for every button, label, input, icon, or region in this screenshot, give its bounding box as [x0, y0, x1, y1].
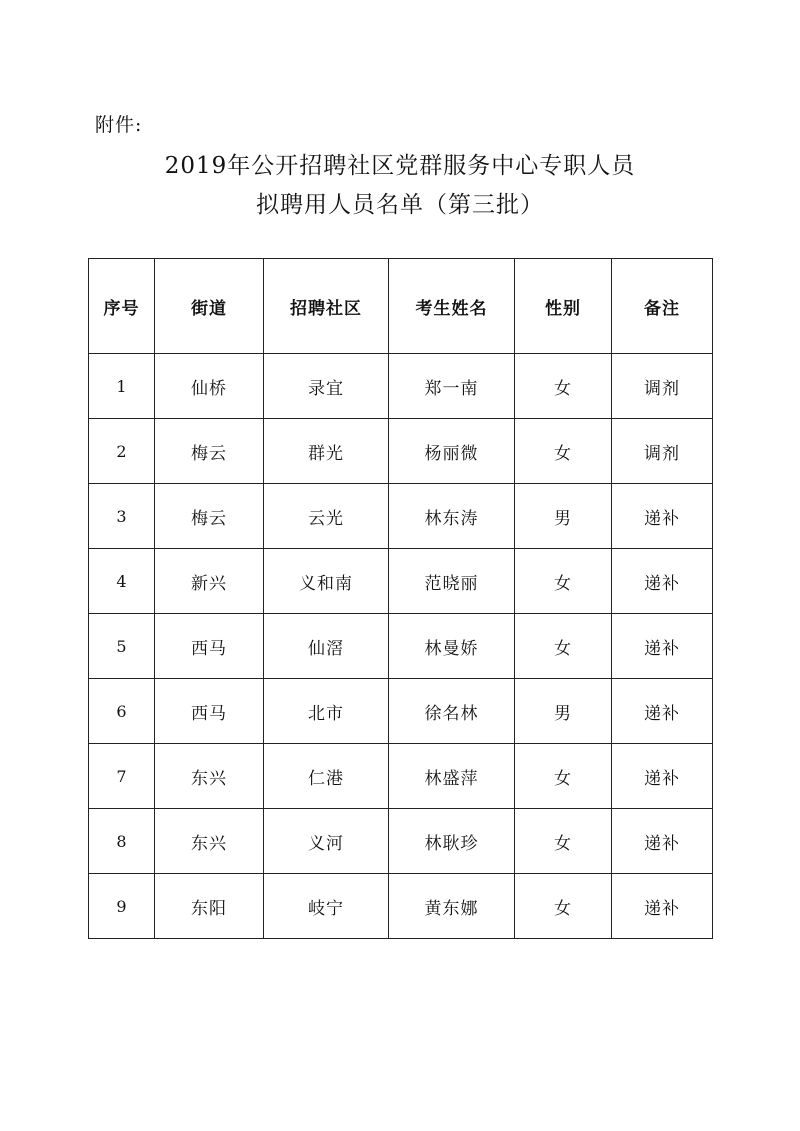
cell-gender: 女 [515, 419, 612, 484]
header-remarks: 备注 [612, 259, 713, 354]
cell-remarks: 递补 [612, 484, 713, 549]
cell-street: 梅云 [155, 484, 264, 549]
cell-candidate-name: 徐名林 [389, 679, 515, 744]
cell-serial-number: 4 [89, 549, 155, 614]
table-row [89, 744, 713, 809]
cell-candidate-name: 范晓丽 [389, 549, 515, 614]
cell-candidate-name: 杨丽微 [389, 419, 515, 484]
header-serial-number: 序号 [89, 259, 155, 354]
cell-serial-number: 2 [89, 419, 155, 484]
cell-serial-number: 7 [89, 744, 155, 809]
cell-candidate-name: 林曼娇 [389, 614, 515, 679]
cell-candidate-name: 林耿珍 [389, 809, 515, 874]
cell-gender: 男 [515, 484, 612, 549]
cell-community: 义和南 [264, 549, 389, 614]
cell-remarks: 递补 [612, 744, 713, 809]
cell-community: 仁港 [264, 744, 389, 809]
table-row [89, 614, 713, 679]
cell-street: 仙桥 [155, 354, 264, 419]
cell-serial-number: 1 [89, 354, 155, 419]
cell-street: 西马 [155, 679, 264, 744]
header-community: 招聘社区 [264, 259, 389, 354]
cell-remarks: 递补 [612, 614, 713, 679]
cell-gender: 女 [515, 809, 612, 874]
cell-remarks: 递补 [612, 549, 713, 614]
cell-community: 北市 [264, 679, 389, 744]
document-title-line-2: 拟聘用人员名单（第三批） [256, 192, 544, 218]
table-row [89, 679, 713, 744]
table-header-row [89, 259, 713, 354]
cell-serial-number: 8 [89, 809, 155, 874]
table-row [89, 419, 713, 484]
cell-gender: 男 [515, 679, 612, 744]
table-row [89, 809, 713, 874]
cell-serial-number: 9 [89, 874, 155, 939]
header-street: 街道 [155, 259, 264, 354]
cell-candidate-name: 林盛萍 [389, 744, 515, 809]
cell-street: 东阳 [155, 874, 264, 939]
cell-street: 梅云 [155, 419, 264, 484]
cell-serial-number: 6 [89, 679, 155, 744]
cell-candidate-name: 林东涛 [389, 484, 515, 549]
cell-gender: 女 [515, 874, 612, 939]
cell-community: 群光 [264, 419, 389, 484]
cell-remarks: 递补 [612, 679, 713, 744]
cell-serial-number: 3 [89, 484, 155, 549]
table-row [89, 874, 713, 939]
cell-community: 岐宁 [264, 874, 389, 939]
table-row [89, 549, 713, 614]
cell-street: 东兴 [155, 744, 264, 809]
cell-gender: 女 [515, 614, 612, 679]
cell-street: 西马 [155, 614, 264, 679]
cell-remarks: 递补 [612, 809, 713, 874]
attachment-label: 附件: [95, 114, 143, 136]
cell-street: 东兴 [155, 809, 264, 874]
table-row [89, 354, 713, 419]
cell-gender: 女 [515, 354, 612, 419]
table-row [89, 484, 713, 549]
cell-community: 录宜 [264, 354, 389, 419]
cell-remarks: 调剂 [612, 354, 713, 419]
cell-remarks: 调剂 [612, 419, 713, 484]
cell-street: 新兴 [155, 549, 264, 614]
header-candidate-name: 考生姓名 [389, 259, 515, 354]
cell-gender: 女 [515, 549, 612, 614]
cell-remarks: 递补 [612, 874, 713, 939]
cell-gender: 女 [515, 744, 612, 809]
cell-candidate-name: 郑一南 [389, 354, 515, 419]
document-title-line-1: 2019年公开招聘社区党群服务中心专职人员 [164, 153, 636, 179]
cell-candidate-name: 黄东娜 [389, 874, 515, 939]
cell-community: 仙滘 [264, 614, 389, 679]
header-gender: 性别 [515, 259, 612, 354]
candidate-table [88, 258, 713, 939]
cell-community: 义河 [264, 809, 389, 874]
cell-community: 云光 [264, 484, 389, 549]
cell-serial-number: 5 [89, 614, 155, 679]
